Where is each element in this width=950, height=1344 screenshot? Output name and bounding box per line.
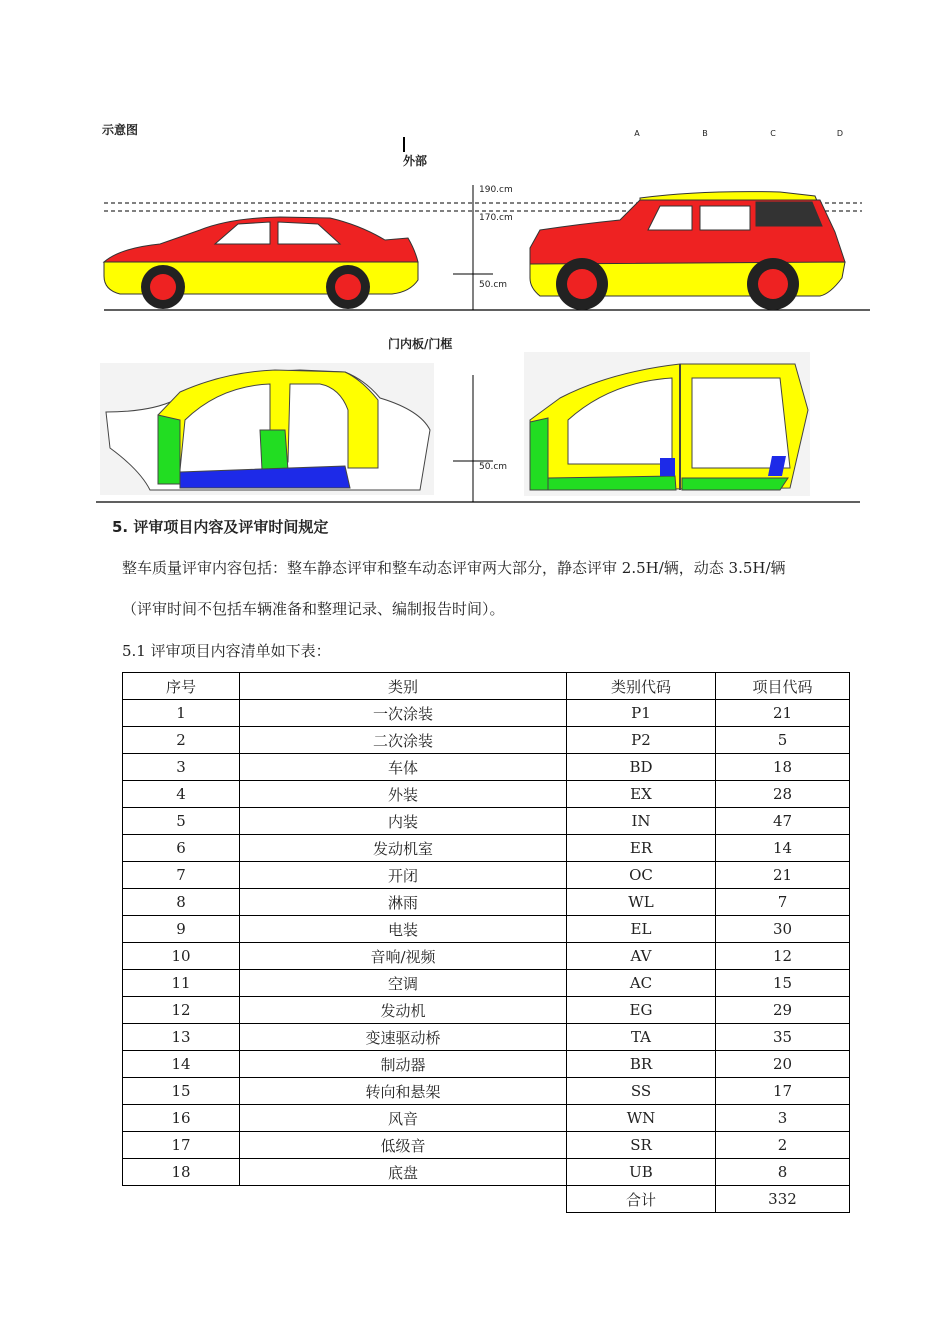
table-row: [123, 1159, 850, 1186]
cell-item-code: 29: [716, 997, 850, 1024]
table-row: [123, 1105, 850, 1132]
cell-item-code: 3: [716, 1105, 850, 1132]
legend-c: C: [770, 128, 776, 138]
table-row: [123, 916, 850, 943]
cell-item-code: 17: [716, 1078, 850, 1105]
cell-category: 开闭: [240, 862, 567, 889]
cell-category-code: BR: [567, 1051, 716, 1078]
cell-category-code: AC: [567, 970, 716, 997]
table-row: [123, 997, 850, 1024]
height-50-top-label: 50.cm: [479, 280, 508, 290]
cell-category: 音响/视频: [240, 943, 567, 970]
cell-seq: 5: [123, 808, 240, 835]
total-value: 332: [716, 1186, 850, 1213]
table-row: [123, 835, 850, 862]
table-body: [123, 700, 850, 1186]
cell-category-code: EG: [567, 997, 716, 1024]
cell-seq: 1: [123, 700, 240, 727]
cell-category: 制动器: [240, 1051, 567, 1078]
cell-item-code: 35: [716, 1024, 850, 1051]
table-row: [123, 781, 850, 808]
cell-category: 风音: [240, 1105, 567, 1132]
cell-seq: 8: [123, 889, 240, 916]
cell-seq: 4: [123, 781, 240, 808]
cell-item-code: 12: [716, 943, 850, 970]
cell-item-code: 8: [716, 1159, 850, 1186]
legend-d: D: [836, 128, 844, 138]
cell-seq: 9: [123, 916, 240, 943]
cell-category: 内装: [240, 808, 567, 835]
cell-seq: 3: [123, 754, 240, 781]
section-paragraph-3: 5.1 评审项目内容清单如下表：: [122, 642, 331, 660]
table-row: [123, 1078, 850, 1105]
cell-seq: 17: [123, 1132, 240, 1159]
suv-exterior: [530, 192, 845, 310]
sedan-door-frame: [100, 363, 434, 495]
cell-seq: 15: [123, 1078, 240, 1105]
cell-seq: 7: [123, 862, 240, 889]
cell-item-code: 18: [716, 754, 850, 781]
cell-item-code: 14: [716, 835, 850, 862]
exterior-label: 外部: [403, 154, 428, 168]
table-row: [123, 889, 850, 916]
cell-item-code: 15: [716, 970, 850, 997]
table-row: [123, 1051, 850, 1078]
cell-category-code: TA: [567, 1024, 716, 1051]
table-header-row: [123, 673, 850, 700]
cell-category: 电装: [240, 916, 567, 943]
table-row: [123, 943, 850, 970]
cell-item-code: 2: [716, 1132, 850, 1159]
cell-item-code: 20: [716, 1051, 850, 1078]
table-row: [123, 754, 850, 781]
cell-category-code: P2: [567, 727, 716, 754]
cell-category: 淋雨: [240, 889, 567, 916]
cell-category-code: UB: [567, 1159, 716, 1186]
cell-category: 车体: [240, 754, 567, 781]
cell-category: 转向和悬架: [240, 1078, 567, 1105]
table-total-row: [123, 1186, 850, 1213]
table-row: [123, 970, 850, 997]
cell-category-code: EX: [567, 781, 716, 808]
cell-category-code: SR: [567, 1132, 716, 1159]
cell-category-code: AV: [567, 943, 716, 970]
cell-category: 变速驱动桥: [240, 1024, 567, 1051]
cell-category: 二次涂装: [240, 727, 567, 754]
cell-item-code: 21: [716, 700, 850, 727]
table-row: [123, 808, 850, 835]
legend-b: B: [702, 128, 708, 138]
cell-item-code: 5: [716, 727, 850, 754]
table-row: [123, 1024, 850, 1051]
header-seq: 序号: [123, 673, 240, 700]
cell-category-code: P1: [567, 700, 716, 727]
total-empty-2: [240, 1186, 567, 1213]
legend-a: A: [634, 128, 640, 138]
cell-category-code: ER: [567, 835, 716, 862]
height-170-label: 170.cm: [479, 213, 513, 223]
cell-seq: 6: [123, 835, 240, 862]
cell-seq: 16: [123, 1105, 240, 1132]
cell-seq: 2: [123, 727, 240, 754]
cell-seq: 18: [123, 1159, 240, 1186]
cell-category-code: SS: [567, 1078, 716, 1105]
height-190-label: 190.cm: [479, 185, 513, 195]
cell-category-code: EL: [567, 916, 716, 943]
suv-door-frame: [524, 352, 810, 496]
cell-category: 外装: [240, 781, 567, 808]
cell-seq: 10: [123, 943, 240, 970]
cell-item-code: 21: [716, 862, 850, 889]
cell-category: 发动机室: [240, 835, 567, 862]
height-50-bottom-label: 50.cm: [479, 462, 508, 472]
cell-item-code: 47: [716, 808, 850, 835]
table-row: [123, 1132, 850, 1159]
cell-item-code: 30: [716, 916, 850, 943]
cell-category-code: IN: [567, 808, 716, 835]
section-heading: 5. 评审项目内容及评审时间规定: [112, 518, 329, 536]
door-frame-label: 门内板/门框: [388, 337, 453, 351]
table-row: [123, 727, 850, 754]
cell-category-code: OC: [567, 862, 716, 889]
table-row: [123, 862, 850, 889]
cell-category: 发动机: [240, 997, 567, 1024]
car-diagram: [0, 0, 950, 520]
cell-category-code: WN: [567, 1105, 716, 1132]
cell-item-code: 28: [716, 781, 850, 808]
header-item-code: 项目代码: [716, 673, 850, 700]
cell-category: 底盘: [240, 1159, 567, 1186]
sedan-exterior: [104, 217, 418, 309]
cell-seq: 13: [123, 1024, 240, 1051]
section-paragraph-1: 整车质量评审内容包括：整车静态评审和整车动态评审两大部分，静态评审 2.5H/辆，动态 3.5H/辆: [122, 559, 786, 577]
cell-category-code: WL: [567, 889, 716, 916]
table-row: [123, 700, 850, 727]
cell-item-code: 7: [716, 889, 850, 916]
total-empty-1: [123, 1186, 240, 1213]
cell-category: 低级音: [240, 1132, 567, 1159]
review-items-table: [122, 672, 850, 1213]
section-paragraph-2: （评审时间不包括车辆准备和整理记录、编制报告时间）。: [122, 600, 505, 618]
cell-category: 一次涂装: [240, 700, 567, 727]
header-category: 类别: [240, 673, 567, 700]
total-label: 合计: [567, 1186, 716, 1213]
cell-seq: 11: [123, 970, 240, 997]
header-category-code: 类别代码: [567, 673, 716, 700]
cell-category: 空调: [240, 970, 567, 997]
cell-seq: 12: [123, 997, 240, 1024]
cell-category-code: BD: [567, 754, 716, 781]
cell-seq: 14: [123, 1051, 240, 1078]
diagram-title: 示意图: [102, 123, 139, 137]
